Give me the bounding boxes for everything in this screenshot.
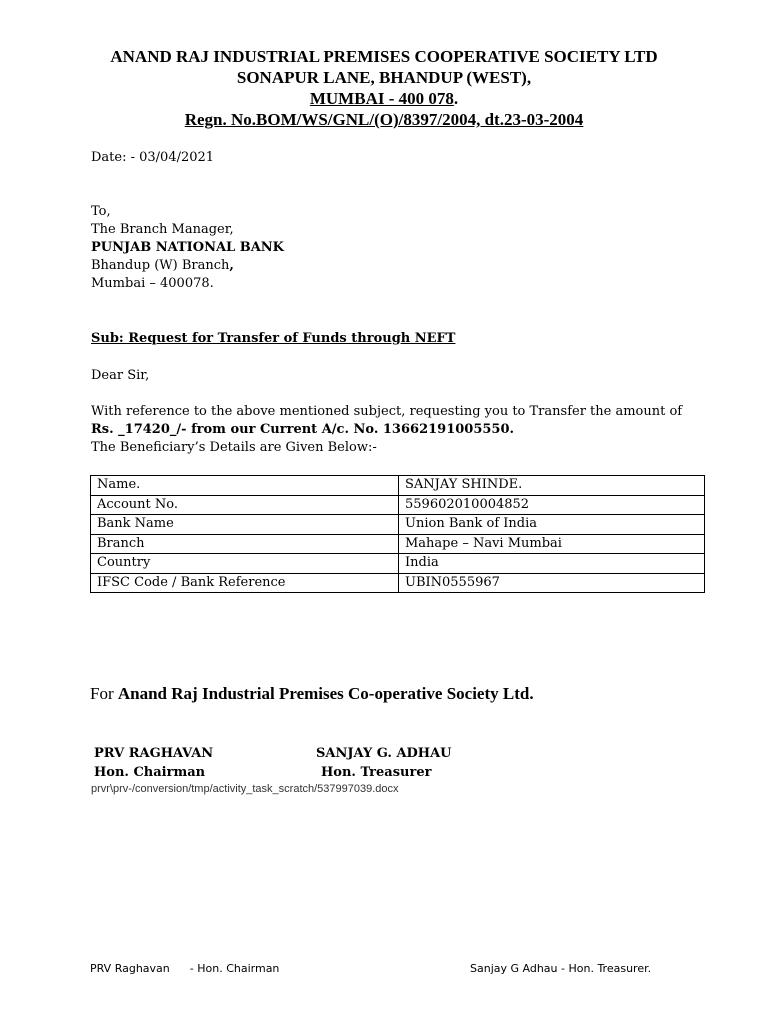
letter-date: Date: - 03/04/2021 <box>91 150 215 165</box>
society-address: SONAPUR LANE, BHANDUP (WEST), <box>236 68 532 87</box>
for-organization-line <box>90 683 534 705</box>
recipient-branch-line <box>91 257 284 275</box>
table-row <box>91 573 705 593</box>
letter-body <box>91 403 682 457</box>
recipient-bank: PUNJAB NATIONAL BANK <box>91 240 284 255</box>
registration-number: Regn. No.BOM/WS/GNL/(O)/8397/2004, dt.23-03-2004 <box>184 110 584 129</box>
detail-value: UBIN0555967 <box>399 573 705 593</box>
document-file-path: prvr\prv-/conversion/tmp/activity_task_scratch/537997039.docx <box>91 783 399 795</box>
footer-right: Sanjay G Adhau - Hon. Treasurer. <box>470 962 652 975</box>
detail-label: IFSC Code / Bank Reference <box>91 573 399 593</box>
detail-value: 559602010004852 <box>399 495 705 515</box>
society-name: ANAND RAJ INDUSTRIAL PREMISES COOPERATIVE SOCIETY LTD <box>110 47 658 66</box>
footer-chairman-name: PRV Raghavan <box>90 962 170 975</box>
detail-value: Mahape – Navi Mumbai <box>399 534 705 554</box>
signatory-role: Hon. Chairman <box>94 765 206 780</box>
organization-name: Anand Raj Industrial Premises Co-operative Society Ltd. <box>117 684 534 703</box>
signatory-treasurer <box>316 744 452 782</box>
footer-left <box>90 962 279 975</box>
detail-label: Name. <box>91 476 399 496</box>
society-city-line <box>0 88 768 109</box>
beneficiary-details-table <box>90 475 705 593</box>
detail-value: India <box>399 554 705 574</box>
recipient-branch-suffix: , <box>229 258 234 273</box>
for-prefix: For <box>90 684 118 703</box>
signatory-chairman <box>94 744 213 782</box>
detail-label: Bank Name <box>91 515 399 535</box>
salutation: Dear Sir, <box>91 368 150 383</box>
society-city-suffix: . <box>453 89 459 108</box>
table-row <box>91 534 705 554</box>
letterhead <box>0 46 768 130</box>
recipient-address <box>91 203 284 293</box>
signatory-role: Hon. Treasurer <box>321 765 432 780</box>
detail-label: Country <box>91 554 399 574</box>
recipient-branch: Bhandup (W) Branch <box>91 258 230 273</box>
letter-subject: Sub: Request for Transfer of Funds through NEFT <box>91 331 456 346</box>
footer-chairman-role: - Hon. Chairman <box>189 962 280 975</box>
signatory-name: SANJAY G. ADHAU <box>316 746 452 761</box>
detail-label: Account No. <box>91 495 399 515</box>
transfer-amount-line: Rs. _17420_/- from our Current A/c. No. 13662191005550. <box>91 422 515 437</box>
table-row <box>91 476 705 496</box>
table-row <box>91 554 705 574</box>
detail-label: Branch <box>91 534 399 554</box>
body-line-1: With reference to the above mentioned subject, requesting you to Transfer the amount of <box>91 404 683 419</box>
signatory-name: PRV RAGHAVAN <box>94 746 214 761</box>
recipient-to: To, <box>91 204 111 219</box>
detail-value: Union Bank of India <box>399 515 705 535</box>
recipient-title: The Branch Manager, <box>91 222 234 237</box>
society-city: MUMBAI - 400 078 <box>309 89 454 108</box>
detail-value: SANJAY SHINDE. <box>399 476 705 496</box>
body-line-3: The Beneficiary’s Details are Given Below:- <box>91 440 377 455</box>
recipient-city: Mumbai – 400078. <box>91 276 214 291</box>
table-row <box>91 495 705 515</box>
table-row <box>91 515 705 535</box>
